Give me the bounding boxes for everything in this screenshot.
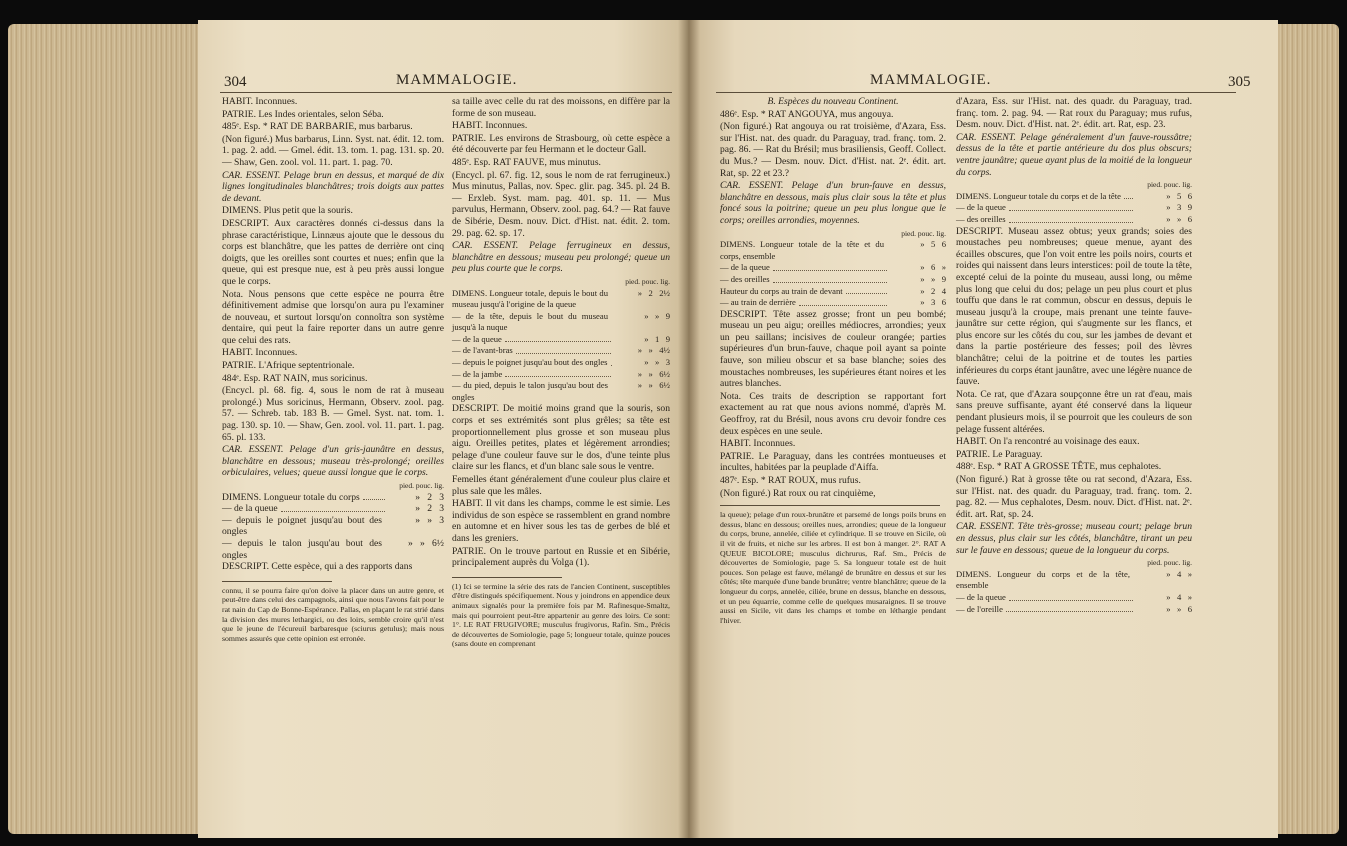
dims-row: — depuis le poignet jusqu'au bout des ongles » » 3 bbox=[452, 357, 670, 368]
footnote-rule bbox=[452, 577, 562, 578]
description: DESCRIPT. De moitié moins grand que la souris, son corps et ses extrémités sont plus grêles; sa tête est proportionnellement plus grosse et son museau plus aigu. Oreilles petites, plates et légèrement arrondies; pelage d'une couleur fauve sur le dos, d'une teinte plus claire sur les flancs, et d'un blanc sale sous le ventre. bbox=[452, 403, 670, 473]
description: DESCRIPT. Museau assez obtus; yeux grands; soies des moustaches peu nombreuses; queue menue, ayant des écailles obscures, que l'on voit entre les poils noirs, courts et roides qui naissent dans leurs interstices: poil de toute la tête, excepté celui de la pointe du museau, aussi long, ou même plus long que celui du dos; pelage un peu plus court et plus touffu que dans le rat commun, obscur en dessus, depuis le museau jusqu'à la croupe, mais prenant une teinte fauve-jaunâtre sur cette région, qui s'augmente sur les flancs, et plus encore sur les côtés du cou, sur les jambes de devant et dans la partie postérieure des fesses; poil des lèvres blanchâtre; celui de la poitrine et de toutes les parties inférieures du corps étant jaunâtre, avec une légère nuance de fauve. bbox=[956, 225, 1192, 388]
essential-characters: CAR. ESSENT. Pelage d'un gris-jaunâtre en dessus, blanchâtre en dessous; museau très-prolongé; oreilles orbiculaires, velues; queue aussi longue que le corps. bbox=[222, 444, 444, 479]
species-heading: 486ᵉ. Esp. * RAT ANGOUYA, mus angouya. bbox=[720, 108, 894, 120]
habitat: HABIT. Il vit dans les champs, comme le est simie. Les individus de son espèce se rassemblent en grand nombre en automne et en hiver sous les tas de gerbes de blé et dans les greniers. bbox=[452, 498, 670, 544]
species-heading: 485ᵉ. Esp. * RAT DE BARBARIE, mus barbarus. bbox=[222, 121, 413, 133]
book-gutter bbox=[678, 20, 700, 838]
dims-row: — de la queue » 3 9 bbox=[956, 202, 1192, 213]
page-number-right: 305 bbox=[1228, 74, 1251, 90]
dims-row: — de l'avant-bras » » 4½ bbox=[452, 345, 670, 356]
dims-row: — de la jambe » » 6½ bbox=[452, 368, 670, 379]
dims-row: — de la queue » 2 3 bbox=[222, 503, 444, 515]
species-heading: 488ᵉ. Esp. * RAT A GROSSE TÊTE, mus cephalotes. bbox=[956, 461, 1162, 473]
right-column-1 bbox=[720, 96, 946, 626]
dims-row: DIMENS. Longueur du corps et de la tête, ensemble » 4 » bbox=[956, 568, 1192, 591]
dims-row: DIMENS. Longueur totale de la tête et du corps, ensemble » 5 6 bbox=[720, 239, 946, 261]
species-heading: 487ᵉ. Esp. * RAT ROUX, mus rufus. bbox=[720, 475, 861, 486]
right-column-2 bbox=[956, 96, 1192, 615]
range: PATRIE. Le Paraguay. bbox=[956, 448, 1043, 460]
synonymy: (Non figuré.) Mus barbarus, Linn. Syst. nat. édit. 12. tom. 1. pag. 2. add. — Gmel. édit. 13. tom. 1. pag. 131. sp. 20. — Shaw, Gen. zool. vol. 11. part. 1. pag. 70. bbox=[222, 133, 444, 168]
entry-line: PATRIE. Les environs de Strasbourg, où cette espèce a été découverte par feu Hermann et le docteur Gall. bbox=[452, 132, 670, 156]
head-rule-left bbox=[220, 92, 672, 93]
entry-line: HABIT. Inconnues. bbox=[452, 120, 528, 132]
description: Femelles étant généralement d'une couleur plus claire et plus sale que les mâles. bbox=[452, 474, 670, 497]
species-heading: 484ᵉ. Esp. RAT NAIN, mus soricinus. bbox=[222, 372, 368, 384]
nota: Nota. Ce rat, que d'Azara soupçonne être un rat d'eau, mais sans preuve suffisante, ayant été conservé dans la liqueur pendant plusieurs mois, il se pourroit que les couleurs de son pelage fussent altérées. bbox=[956, 388, 1192, 435]
range: PATRIE. Le Paraguay, dans les contrées montueuses et incultes, habitées par la peuplade d'Aiffa. bbox=[720, 450, 946, 474]
synonymy: (Encycl. pl. 67. fig. 12, sous le nom de rat ferrugineux.) Mus minutus, Pallas, nov. Spec. glir. pag. 345. pl. 24 B. — Erxleb. Syst. mam. pag. 401. sp. 11. — Mus parvulus, Hermann, Observ. zool. pag. 64.? — Rat fauve de Sibérie, Desm. nouv. Dict. d'Hist. nat. édit. 2. tom. 29. pag. 62. sp. 17. bbox=[452, 169, 670, 239]
dims-row: — depuis le talon jusqu'au bout des ongles » » 6½ bbox=[222, 537, 444, 561]
left-column-1 bbox=[222, 96, 444, 644]
nota: Nota. Nous pensons que cette espèce ne pourra être définitivement admise que lorsqu'on aura pu l'examiner de nouveau, et surtout lorsqu'on connoîtra son système dentaire, qui peut la faire reporter dans un autre genre que celui des rats. bbox=[222, 288, 444, 346]
section-heading: B. Espèces du nouveau Continent. bbox=[767, 96, 899, 107]
range: PATRIE. On le trouve partout en Russie et en Sibérie, principalement auprès du Volga (1). bbox=[452, 545, 670, 569]
head-rule-right bbox=[716, 92, 1236, 93]
running-head-right: MAMMALOGIE. bbox=[870, 72, 992, 88]
dimensions: DIMENS. Plus petit que la souris. bbox=[222, 205, 353, 217]
dims-header: pied. pouc. lig. bbox=[399, 481, 444, 490]
synonymy: d'Azara, Ess. sur l'Hist. nat. des quadr. du Paraguay, trad. franç. tom. 2. pag. 94. — Rat roux du Paraguay; mus rufus, Desm. nouv. Dict. d'Hist. nat. 2ᵉ. édit. art. Rat, esp. 23. bbox=[956, 96, 1192, 131]
page-number-left: 304 bbox=[224, 74, 247, 90]
right-page bbox=[688, 20, 1278, 838]
footnote: connu, il se pourra faire qu'on doive la placer dans un autre genre, et peut-être dans celui des campagnols, ainsi que nous l'avons fait pour le rat nain du Cap de Bonne-Espérance. Pallas, en plaçant le rat strié dans la division des mures lethargici, ou des loirs, semble croire qu'il n'est que le jeune de l'écureuil barbaresque (sciurus getulus); mais nous sommes assurés que cette opinion est erronée. bbox=[222, 585, 444, 643]
description: DESCRIPT. Tête assez grosse; front un peu bombé; museau un peu aigu; oreilles médiocres, arrondies; yeux un peu saillans; incisives de couleur orangée; parties supérieures d'un brun-fauve, chaque poil ayant sa pointe fauve, son milieu obscur et sa base blanche; soies des moustaches nombreuses, les supérieures étant noires et les autres blanches. bbox=[720, 308, 946, 390]
left-page bbox=[198, 20, 688, 838]
description: DESCRIPT. Aux caractères donnés ci-dessus dans la phrase caractéristique, Linnæus ajoute que le dessous du corps est blanchâtre, que les pattes de derrière ont cinq doigts, que les oreilles sont courtes et nues; enfin que la queue, qui est presque nue, est à peu près aussi longue que le corps. bbox=[222, 217, 444, 287]
synonymy: (Non figuré.) Rat angouya ou rat troisième, d'Azara, Ess. sur l'Hist. nat. des quadr. du Paraguay, trad. franç. tom. 2. pag. 86. — Rat du Brésil; mus brasiliensis, Geoff. Collect. du Mus.? — Desm. nouv. Dict. d'Hist. nat. 2ᵉ. édit. art. Rat, sp. 22 et 23.? bbox=[720, 121, 946, 179]
footnote: (1) Ici se termine la série des rats de l'ancien Continent, susceptibles d'être distingués spécifiquement. Nous y joindrons en appendice deux animaux signalés pour la première fois par M. Rafinesque-Smaltz, mais qui pourroient peut-être appartenir au genre des loirs. Ce sont: 1°. LE RAT FRUGIVORE; musculus frugivorus, Rafin. Sm., Précis de découvertes de Somiologie, page 5; longueur totale, quinze pouces (sans doute en comprenant bbox=[452, 581, 670, 649]
essential-characters: CAR. ESSENT. Pelage brun en dessus, et marqué de dix lignes longitudinales blanchâtres; trois doigts aux pattes de devant. bbox=[222, 169, 444, 204]
dims-header: pied. pouc. lig. bbox=[901, 228, 946, 238]
synonymy: (Non figuré.) Rat roux ou rat cinquième, bbox=[720, 487, 876, 499]
synonymy: (Non figuré.) Rat à grosse tête ou rat second, d'Azara, Ess. sur l'Hist. nat. des quadr. du Paraguay, trad. franç. tom. 2. pag. 82. — Mus cephalotes, Desm. nouv. Dict. d'Hist. nat. 2ᵉ. édit. art. Rat, sp. 24. bbox=[956, 474, 1192, 520]
entry-line: PATRIE. L'Afrique septentrionale. bbox=[222, 360, 355, 372]
description: sa taille avec celle du rat des moissons, en diffère par la forme de son museau. bbox=[452, 96, 670, 119]
footnote-rule bbox=[720, 505, 940, 506]
dims-row: DIMENS. Longueur totale, depuis le bout du museau jusqu'à l'origine de la queue » 2 2½ bbox=[452, 287, 670, 310]
dims-row: — du pied, depuis le talon jusqu'au bout des ongles » » 6½ bbox=[452, 380, 670, 402]
dims-header: pied. pouc. lig. bbox=[1147, 558, 1192, 568]
entry-line: HABIT. Inconnues. bbox=[222, 347, 298, 359]
dims-row: DIMENS. Longueur totale du corps » 2 3 bbox=[222, 491, 444, 503]
entry-line: PATRIE. Les Indes orientales, selon Séba. bbox=[222, 108, 384, 120]
essential-characters: CAR. ESSENT. Pelage ferrugineux en dessus, blanchâtre en dessous; museau peu prolongé; queue un peu plus courte que le corps. bbox=[452, 240, 670, 275]
dims-header: pied. pouc. lig. bbox=[1147, 180, 1192, 190]
dims-row: — des oreilles » » 9 bbox=[720, 273, 946, 284]
essential-characters: CAR. ESSENT. Pelage d'un brun-fauve en dessus, blanchâtre en dessous, mais plus clair sous la tête et plus foncé sous la poitrine; queue un peu plus longue que le corps; oreilles arrondies, moyennes. bbox=[720, 180, 946, 226]
nota: Nota. Ces traits de description se rapportant fort exactement au rat que nous avions nommé, d'après M. Geoffroy, rat du Brésil, nous avons cru devoir fondre ces deux espèces en une seule. bbox=[720, 390, 946, 437]
dims-row: — au train de derrière » 3 6 bbox=[720, 297, 946, 308]
dims-row: — de l'oreille » » 6 bbox=[956, 603, 1192, 614]
dims-header: pied. pouc. lig. bbox=[625, 276, 670, 286]
habitat: HABIT. On l'a rencontré au voisinage des eaux. bbox=[956, 436, 1140, 448]
dims-row: — de la queue » 4 » bbox=[956, 591, 1192, 602]
essential-characters: CAR. ESSENT. Pelage généralement d'un fauve-roussâtre; dessus de la tête et partie antérieure du dos plus obscurs; ventre jaunâtre; queue ayant plus de la moitié de la longueur du corps. bbox=[956, 131, 1192, 178]
synonymy: (Encycl. pl. 68. fig. 4, sous le nom de rat à museau prolongé.) Mus soricinus, Hermann, Observ. zool. pag. 57. — Schreb. tab. 183 B. — Gmel. Syst. nat. tom. 1. pag. 130. sp. 10. — Shaw, Gen. zool. vol. 11. part. 1. pag. 65. pl. 133. bbox=[222, 385, 444, 443]
dims-row: Hauteur du corps au train de devant » 2 4 bbox=[720, 285, 946, 296]
description: DESCRIPT. Cette espèce, qui a des rapports dans bbox=[222, 561, 413, 573]
left-column-2 bbox=[452, 96, 670, 650]
dims-row: — depuis le poignet jusqu'au bout des ongles » » 3 bbox=[222, 514, 444, 538]
footnote-rule bbox=[222, 581, 332, 582]
running-head-left: MAMMALOGIE. bbox=[396, 72, 518, 88]
left-page-edges bbox=[8, 24, 208, 834]
entry-line: HABIT. Inconnues. bbox=[720, 438, 796, 450]
footnote: la queue); pelage d'un roux-brunâtre et parsemé de longs poils bruns en dessus, blanc en dessous; oreilles nues, arrondies; queue de la longueur du corps, brune, annelée, ciliée et cylindrique. Il se trouve en Sicile, où il vit de fruits, et niche sur les arbres. Il est bon à manger. 2°. RAT A QUEUE BICOLORE; musculus dichrurus, Raf. Sm., Précis de découvertes de Somiologie, page 5. Sa longueur totale est de huit pouces. Son pelage est fauve, mélangé de brunâtre en dessus et sur les côtés; tête marquée d'une bande brunâtre; ventre blanchâtre; queue de la longueur du corps, annelée, ciliée, brune en dessus, blanche en dessous, et un peu équarrie, comme celle de quelques musaraignes. Il se trouve aussi en Sicile, vit dans les champs et tombe en léthargie pendant l'hiver. bbox=[720, 510, 946, 625]
dims-row: DIMENS. Longueur totale du corps et de la tête » 5 6 bbox=[956, 190, 1192, 201]
dims-row: — des oreilles » » 6 bbox=[956, 213, 1192, 224]
dims-row: — de la tête, depuis le bout du museau jusqu'à la nuque » » 9 bbox=[452, 310, 670, 333]
essential-characters: CAR. ESSENT. Tête très-grosse; museau court; pelage brun en dessus, plus clair sur les côtés, blanchâtre, tirant un peu sur le fauve en dessous; queue de la longueur du corps. bbox=[956, 521, 1192, 556]
entry-line: HABIT. Inconnues. bbox=[222, 96, 298, 107]
dims-row: — de la queue » 1 9 bbox=[452, 333, 670, 344]
dims-row: — de la queue » 6 » bbox=[720, 262, 946, 273]
species-heading: 485ᵉ. Esp. RAT FAUVE, mus minutus. bbox=[452, 156, 601, 168]
open-book bbox=[8, 20, 1339, 838]
